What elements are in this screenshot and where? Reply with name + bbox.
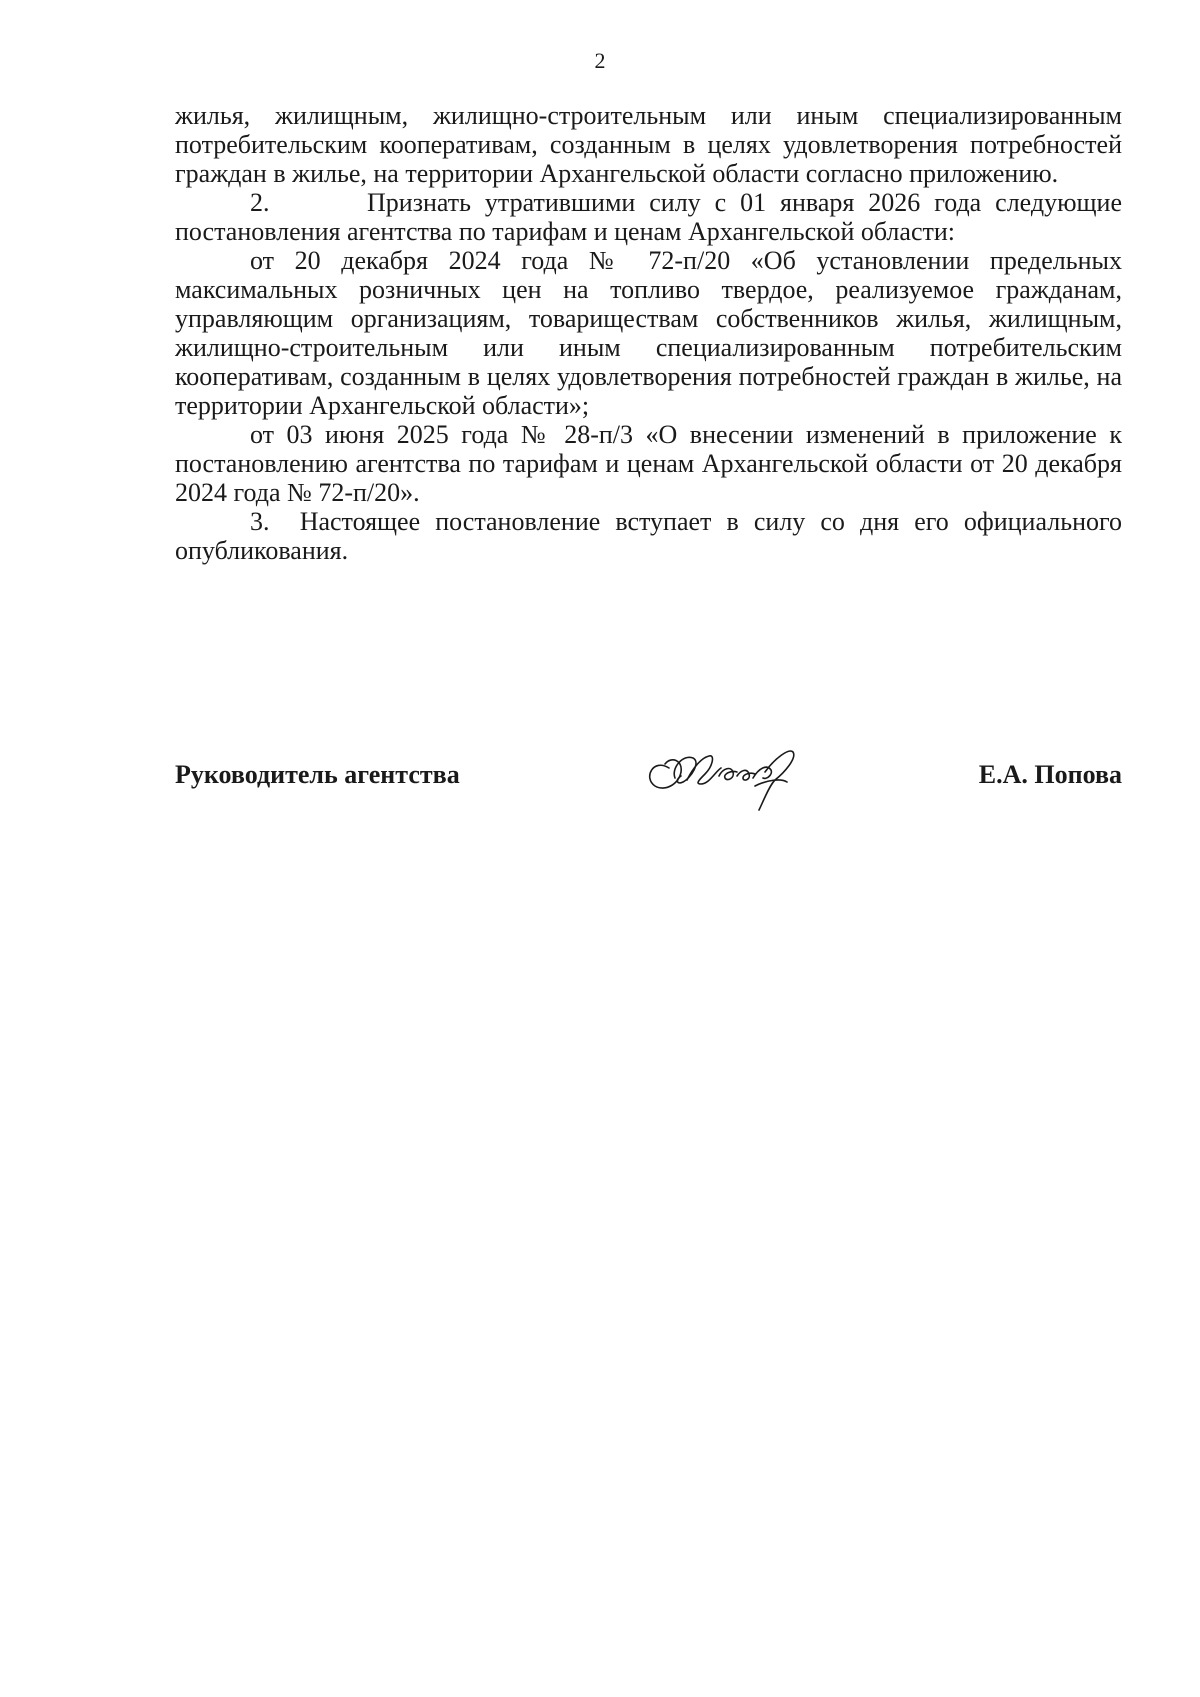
signatory-title: Руководитель агентства bbox=[175, 760, 460, 789]
paragraph-item-3: 3. Настоящее постановление вступает в силу со дня его официального опубликования. bbox=[175, 507, 1122, 565]
handwritten-signature-icon bbox=[635, 728, 815, 818]
page-number: 2 bbox=[594, 48, 606, 73]
signatory-name: Е.А. Попова bbox=[978, 760, 1122, 789]
paragraph-item-2: 2. Признать утратившими силу с 01 января 2026 года следующие постановления агентства по тарифам и ценам Архангельской области: bbox=[175, 188, 1122, 246]
paragraph-continuation: жилья, жилищным, жилищно-строительным или иным специализированным потребительским кооперативам, созданным в целях удовлетворения потребностей граждан в жилье, на территории Архангельской области согласно приложению. bbox=[175, 101, 1122, 188]
document-body bbox=[175, 101, 1122, 565]
signature-block bbox=[175, 740, 1122, 800]
paragraph-resolution-28: от 03 июня 2025 года № 28-п/3 «О внесении изменений в приложение к постановлению агентства по тарифам и ценам Архангельской области от 20 декабря 2024 года № 72-п/20». bbox=[175, 420, 1122, 507]
paragraph-resolution-72: от 20 декабря 2024 года № 72-п/20 «Об установлении предельных максимальных розничных цен на топливо твердое, реализуемое гражданам, управляющим организациям, товариществам собственников жилья, жилищным, жилищно-строительным или иным специализированным потребительским кооперативам, созданным в целях удовлетворения потребностей граждан в жилье, на территории Архангельской области»; bbox=[175, 246, 1122, 420]
